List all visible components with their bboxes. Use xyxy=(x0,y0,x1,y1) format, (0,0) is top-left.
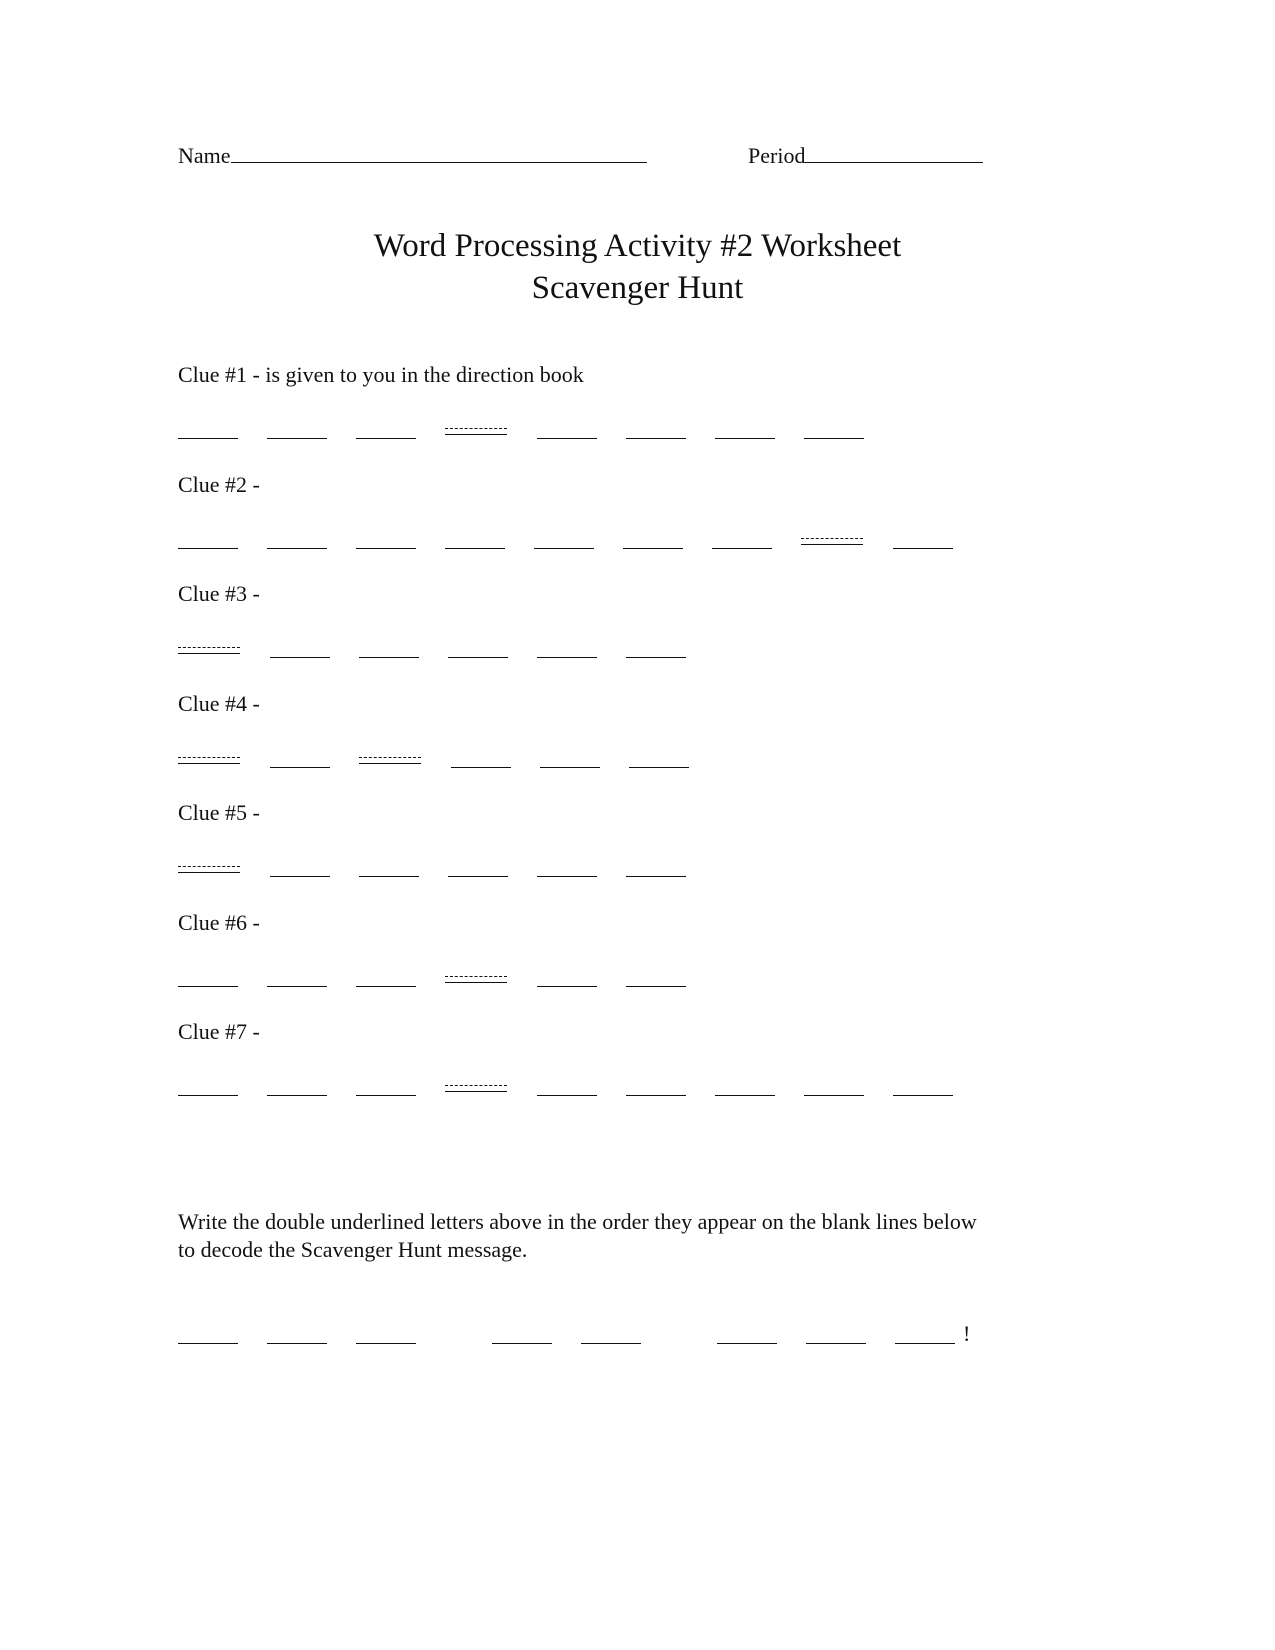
message-letter-blank[interactable] xyxy=(806,1333,866,1344)
letter-blank[interactable] xyxy=(356,1085,416,1096)
letter-blank[interactable] xyxy=(178,1085,238,1096)
letter-blank[interactable] xyxy=(534,538,594,549)
message-letter-blank[interactable] xyxy=(356,1333,416,1344)
letter-blank[interactable] xyxy=(270,866,330,877)
letter-blank[interactable] xyxy=(178,538,238,549)
letter-blank[interactable] xyxy=(715,1085,775,1096)
double-underlined-letter-blank[interactable] xyxy=(178,757,240,769)
letter-blank[interactable] xyxy=(629,757,689,768)
letter-blank[interactable] xyxy=(448,866,508,877)
letter-blank[interactable] xyxy=(356,428,416,439)
letter-blank[interactable] xyxy=(356,538,416,549)
letter-blank[interactable] xyxy=(359,647,419,658)
letter-blank[interactable] xyxy=(537,866,597,877)
message-letter-blank[interactable] xyxy=(267,1333,327,1344)
letter-blank[interactable] xyxy=(356,976,416,987)
clue-label: Clue #2 - xyxy=(178,471,260,497)
clue-label: Clue #3 - xyxy=(178,581,260,606)
worksheet-subtitle: Scavenger Hunt xyxy=(531,270,744,306)
period-field[interactable] xyxy=(748,143,983,169)
message-letter-blank[interactable] xyxy=(717,1333,777,1344)
letter-blank[interactable] xyxy=(626,866,686,877)
letter-blank[interactable] xyxy=(448,647,508,658)
message-letter-blank[interactable] xyxy=(178,1333,238,1344)
clue-label: Clue #6 - xyxy=(178,909,260,935)
instructions-text: Write the double underlined letters above in the order they appear on the blank lines below to decode the Scavenger Hunt message. xyxy=(178,1209,977,1262)
message-letter-blank[interactable] xyxy=(895,1333,955,1344)
double-underlined-letter-blank[interactable] xyxy=(178,866,240,878)
letter-blank[interactable] xyxy=(715,428,775,439)
double-underlined-letter-blank[interactable] xyxy=(178,647,240,659)
letter-blank[interactable] xyxy=(623,538,683,549)
double-underlined-letter-blank[interactable] xyxy=(445,976,507,988)
clue-label: Clue #5 - xyxy=(178,800,260,825)
name-field[interactable] xyxy=(178,143,647,169)
letter-blank[interactable] xyxy=(178,428,238,439)
letter-blank[interactable] xyxy=(267,428,327,439)
double-underlined-letter-blank[interactable] xyxy=(801,538,863,550)
letter-blank[interactable] xyxy=(804,1085,864,1096)
letter-blank[interactable] xyxy=(537,976,597,987)
letter-blank[interactable] xyxy=(267,1085,327,1096)
double-underlined-letter-blank[interactable] xyxy=(359,757,421,769)
letter-blank[interactable] xyxy=(893,1085,953,1096)
letter-blank[interactable] xyxy=(712,538,772,549)
letter-blank[interactable] xyxy=(178,976,238,987)
letter-blank[interactable] xyxy=(626,976,686,987)
message-letter-blank[interactable] xyxy=(581,1333,641,1344)
letter-blank[interactable] xyxy=(267,976,327,987)
double-underlined-letter-blank[interactable] xyxy=(445,428,507,440)
letter-blank[interactable] xyxy=(270,757,330,768)
letter-blank[interactable] xyxy=(267,538,327,549)
clue-label: Clue #1 - is given to you in the direction book xyxy=(178,362,584,387)
letter-blank[interactable] xyxy=(540,757,600,768)
clue-label: Clue #7 - xyxy=(178,1019,260,1044)
worksheet-title: Word Processing Activity #2 Worksheet xyxy=(373,228,902,264)
message-letter-blank[interactable] xyxy=(492,1333,552,1344)
letter-blank[interactable] xyxy=(359,866,419,877)
period-label: Period xyxy=(748,143,806,168)
letter-blank[interactable] xyxy=(537,1085,597,1096)
letter-blank[interactable] xyxy=(445,538,505,549)
double-underlined-letter-blank[interactable] xyxy=(445,1085,507,1097)
period-blank-line[interactable] xyxy=(805,144,983,163)
letter-blank[interactable] xyxy=(893,538,953,549)
letter-blank[interactable] xyxy=(626,1085,686,1096)
name-label: Name xyxy=(178,143,231,168)
letter-blank[interactable] xyxy=(537,647,597,658)
letter-blank[interactable] xyxy=(270,647,330,658)
letter-blank[interactable] xyxy=(804,428,864,439)
name-blank-line[interactable] xyxy=(231,144,647,163)
clue-label: Clue #4 - xyxy=(178,690,260,716)
message-end-mark: ! xyxy=(963,1321,971,1346)
letter-blank[interactable] xyxy=(626,428,686,439)
letter-blank[interactable] xyxy=(451,757,511,768)
letter-blank[interactable] xyxy=(626,647,686,658)
letter-blank[interactable] xyxy=(537,428,597,439)
